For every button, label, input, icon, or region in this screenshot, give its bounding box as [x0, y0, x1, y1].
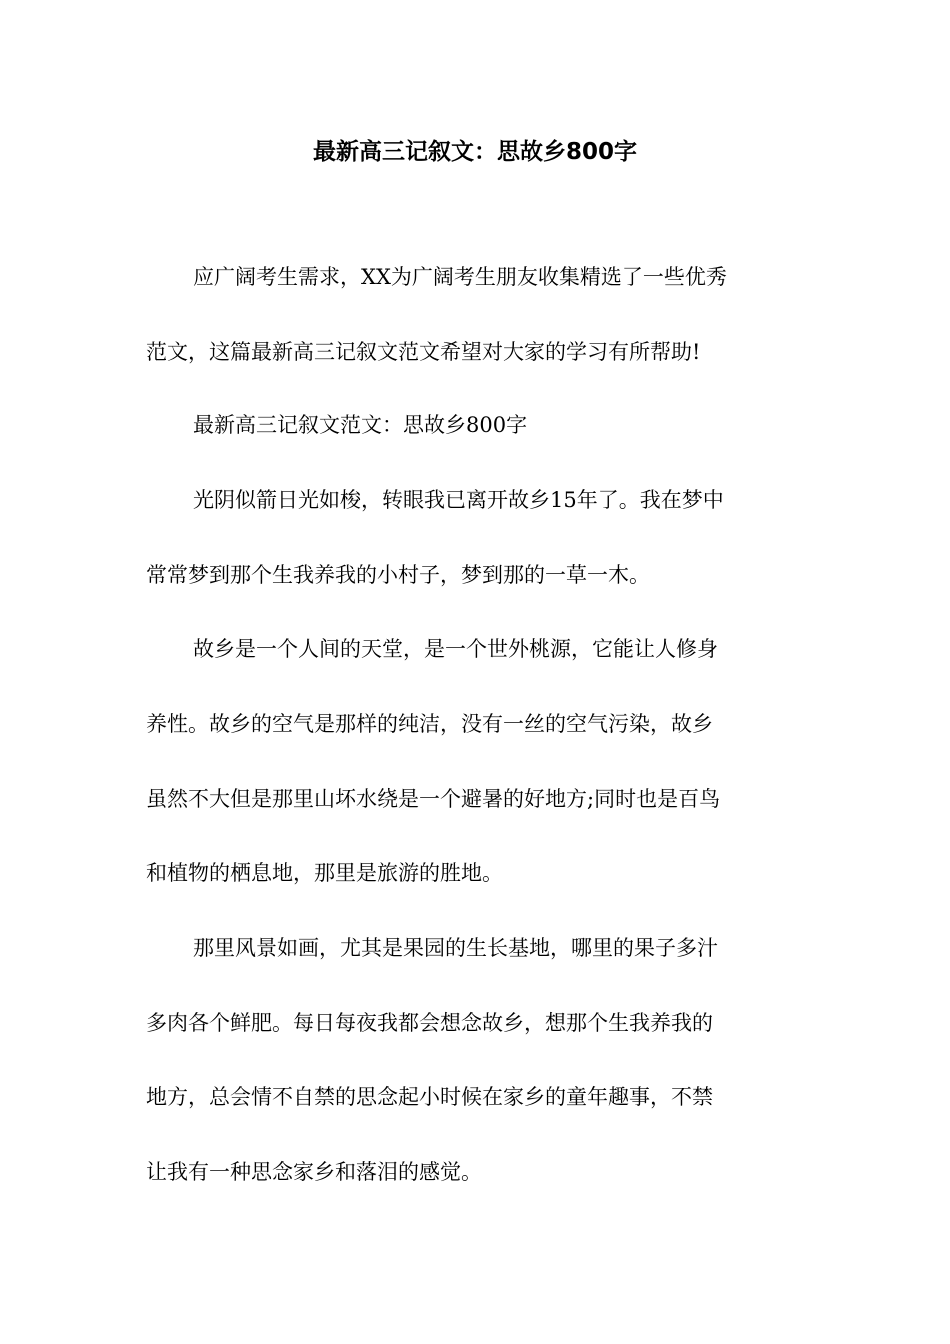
document-title: 最新高三记叙文：思故乡800字 [312, 139, 637, 165]
paragraph-line: 故乡是一个人间的天堂，是一个世外桃源，它能让人修身 [193, 637, 718, 661]
paragraph-line: 光阴似箭日光如梭，转眼我已离开故乡15年了。我在梦中 [193, 488, 724, 512]
paragraph-line: 常常梦到那个生我养我的小村子，梦到那的一草一木。 [146, 563, 650, 587]
paragraph-line: 虽然不大但是那里山坏水绕是一个避暑的好地方;同时也是百鸟 [146, 787, 721, 811]
paragraph-line: 地方，总会情不自禁的思念起小时候在家乡的童年趣事，不禁 [146, 1085, 713, 1109]
paragraph-line: 让我有一种思念家乡和落泪的感觉。 [146, 1160, 482, 1184]
paragraph-line: 那里风景如画，尤其是果园的生长基地，哪里的果子多汁 [193, 936, 718, 960]
paragraph-line: 多肉各个鲜肥。每日每夜我都会想念故乡，想那个生我养我的 [146, 1011, 713, 1035]
paragraph-line: 最新高三记叙文范文：思故乡800字 [193, 413, 528, 437]
paragraph-line: 应广阔考生需求，XX为广阔考生朋友收集精选了一些优秀 [193, 265, 727, 289]
paragraph-line: 和植物的栖息地，那里是旅游的胜地。 [146, 861, 503, 885]
paragraph-line: 范文，这篇最新高三记叙文范文希望对大家的学习有所帮助! [146, 340, 701, 364]
paragraph-line: 养性。故乡的空气是那样的纯洁，没有一丝的空气污染，故乡 [146, 712, 713, 736]
